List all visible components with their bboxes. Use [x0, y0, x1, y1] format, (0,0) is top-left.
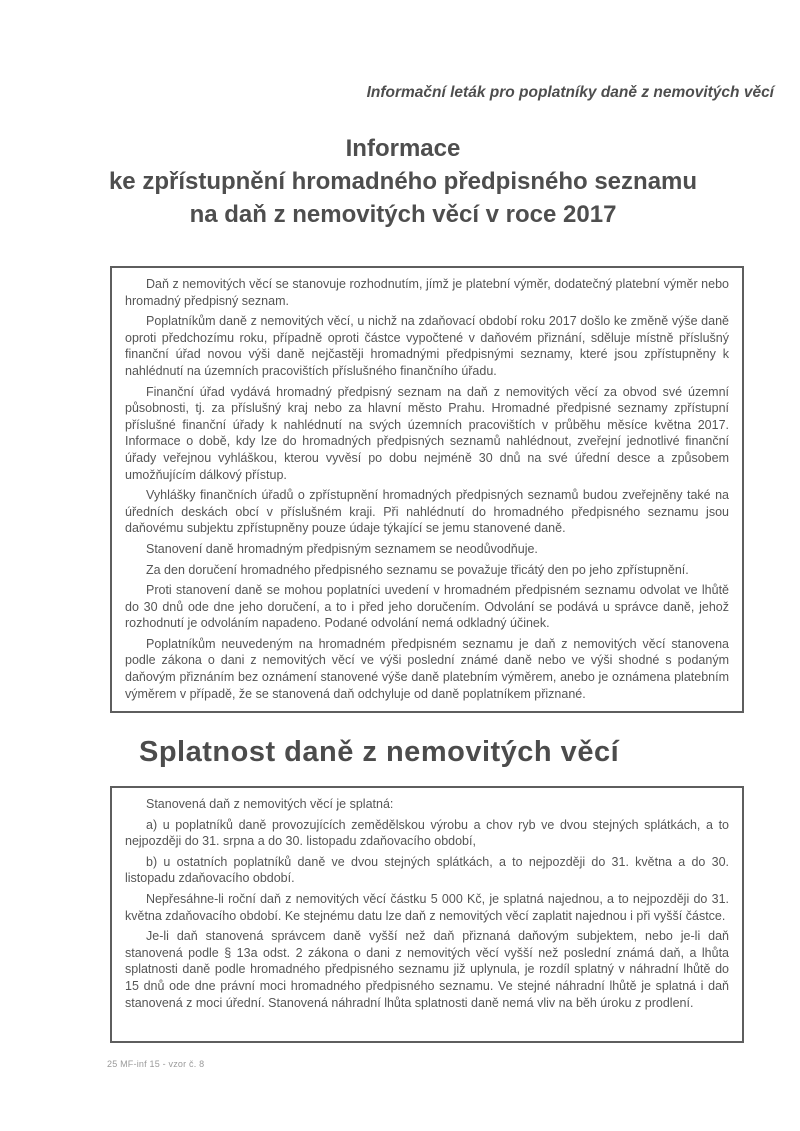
info-paragraph-8: Poplatníkům neuvedeným na hromadném předpisném seznamu je daň z nemovitých věcí stanovena podle zákona o dani z nemovitých věcí ve výši poslední známé daně nebo ve výši shodné s podaným daňovým přiznáním bez oznámení stanovené výše daně platebním výměrem, anebo je oznámena platebním výměrem v případě, že se stanovená daň odchyluje od daně poplatníkem přiznané.: [125, 636, 729, 701]
payment-paragraph-1: Stanovená daň z nemovitých věcí je splatná:: [146, 797, 394, 811]
document-header: Informační leták pro poplatníky daně z nemovitých věcí: [366, 84, 774, 101]
info-paragraph-6: Za den doručení hromadného předpisného seznamu se považuje třicátý den po jeho zpřístupnění.: [146, 562, 689, 577]
section-title: Splatnost daně z nemovitých věcí: [139, 736, 620, 768]
payment-paragraph-3: b) u ostatních poplatníků daně ve dvou stejných splátkách, a to nejpozději do 31. května a do 30. listopadu zdaňovacího období.: [125, 854, 729, 886]
payment-box: [110, 786, 744, 1043]
document-title: [48, 132, 758, 231]
payment-paragraph-5: Je-li daň stanovená správcem daně vyšší než daň přiznaná daňovým subjektem, nebo je-li daň stanovená podle § 13a odst. 2 zákona o dani z nemovitých věcí vyšší než poslední známá daň, a lhůta splatnosti daně podle hromadného předpisného seznamu již uplynula, je rozdíl splatný v náhradní lhůtě do 15 dnů ode dne právní moci hromadného předpisného seznamu. Ve stejné náhradní lhůtě je splatná i daň stanovená z moci úřední. Stanovená náhradní lhůta splatnosti daně nemá vliv na běh úroku z prodlení.: [125, 929, 729, 1010]
payment-paragraph-4: Nepřesáhne-li roční daň z nemovitých věcí částku 5 000 Kč, je splatná najednou, a to nejpozději do 31. května zdaňovacího období. Ke stejnému datu lze daň z nemovitých věcí zaplatit najednou i při vyšší částce.: [125, 891, 729, 923]
form-number-footer: 25 MF-inf 15 - vzor č. 8: [107, 1059, 205, 1069]
title-line-1: Informace: [345, 135, 461, 162]
payment-paragraph-2: a) u poplatníků daně provozujících zemědělskou výrobu a chov ryb ve dvou stejných splátkách, a to nejpozději do 31. srpna a do 30. listopadu zdaňovacího období,: [125, 817, 729, 849]
info-paragraph-2: Poplatníkům daně z nemovitých věcí, u nichž na zdaňovací období roku 2017 došlo ke změně výše daně oproti předchozímu roku, případně oproti částce vypočtené v daňovém přiznání, sděluje místně příslušný finanční úřad novou výši daně nejčastěji hromadnými předpisnými seznamy, které jsou zpřístupněny k nahlédnutí na územních pracovištích příslušného finančního úřadu.: [125, 314, 729, 378]
info-box: [110, 266, 744, 713]
title-line-2: ke zpřístupnění hromadného předpisného seznamu: [108, 168, 698, 195]
info-paragraph-4: Vyhlášky finančních úřadů o zpřístupnění hromadných předpisných seznamů budou zveřejněny také na úředních deskách obcí v příslušném kraji. Při nahlédnutí do hromadného předpisného seznamu jsou daňovému subjektu zpřístupněny pouze údaje týkající se jemu stanovené daně.: [125, 488, 729, 536]
info-paragraph-5: Stanovení daně hromadným předpisným seznamem se neodůvodňuje.: [146, 541, 538, 556]
info-paragraph-3: Finanční úřad vydává hromadný předpisný seznam na daň z nemovitých věcí za obvod své územní působnosti, tj. za příslušný kraj nebo za hlavní město Prahu. Hromadné předpisné seznamy zpřístupní příslušné finanční úřady k nahlédnutí na svých územních pracovištích v průběhu měsíce května 2017. Informace o době, kdy lze do hromadných předpisných seznamů nahlédnout, zveřejní jednotlivé finanční úřady veřejnou vyhláškou, kterou vyvěsí po dobu nejméně 30 dnů na své úřední desce a způsobem umožňujícím dálkový přístup.: [125, 384, 729, 482]
info-paragraph-7: Proti stanovení daně se mohou poplatníci uvedení v hromadném předpisném seznamu odvolat ve lhůtě do 30 dnů ode dne jeho doručení, a to i před jeho doručením. Odvolání se podává u správce daně, jehož rozhodnutí je odvoláním napadeno. Podané odvolání nemá odkladný účinek.: [125, 583, 729, 631]
info-paragraph-1: Daň z nemovitých věcí se stanovuje rozhodnutím, jímž je platební výměr, dodatečný platební výměr nebo hromadný předpisný seznam.: [125, 277, 729, 308]
title-line-3: na daň z nemovitých věcí v roce 2017: [189, 201, 617, 228]
